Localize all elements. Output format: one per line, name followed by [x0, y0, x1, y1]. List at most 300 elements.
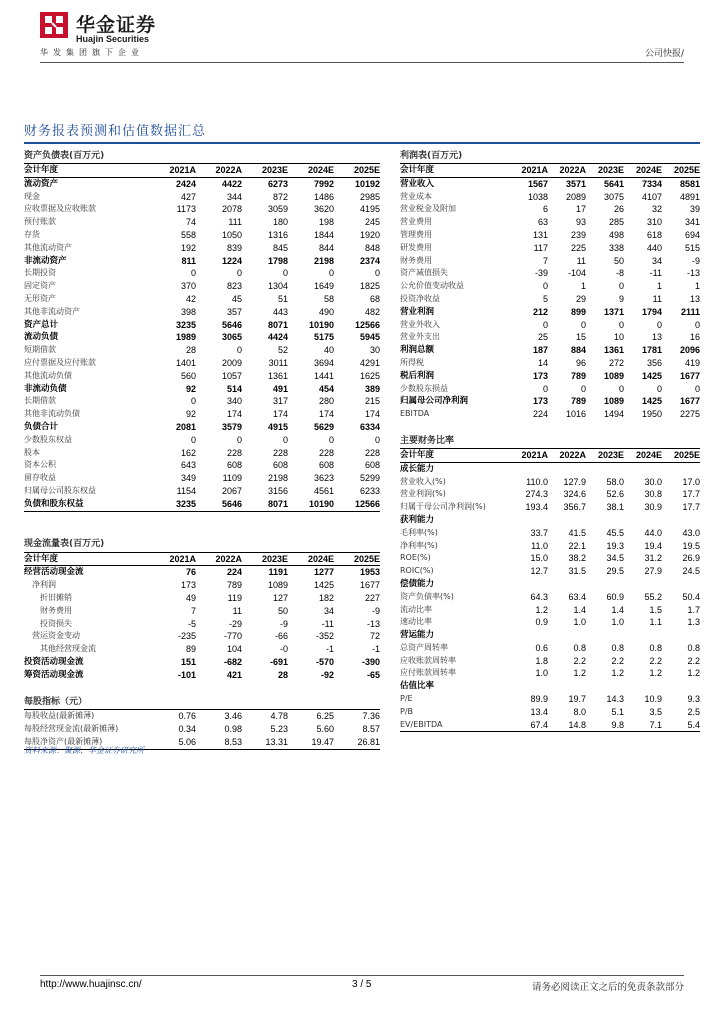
title-blank-cell [662, 149, 700, 164]
balance-sheet-title-text: 资产负债表(百万元) [24, 149, 150, 164]
logo-chinese-name: 华金证券 [76, 14, 157, 36]
row-value: 3235 [150, 498, 196, 511]
row-value: 344 [226, 191, 242, 202]
row-value: 27.9 [644, 566, 662, 577]
year-header-label: 会计年度 [400, 164, 510, 178]
row-value: 93 [575, 217, 586, 228]
row-value: -9 [371, 605, 380, 616]
row-value: 11.0 [531, 540, 548, 551]
row-label: 筹资活动现金流 [24, 669, 84, 680]
row-value [510, 514, 548, 527]
table-row [24, 618, 380, 631]
row-value: 1.7 [687, 604, 700, 615]
table-row [400, 706, 700, 719]
row-value: 6.25 [316, 711, 334, 722]
row-value: 694 [684, 229, 700, 240]
row-value: 228 [226, 447, 242, 458]
row-value: 34.5 [606, 553, 624, 564]
row-value: -29 [228, 618, 242, 629]
row-label: 其他非流动资产 [24, 306, 80, 316]
row-value: 0 [656, 319, 662, 330]
row-value: 28 [185, 345, 196, 356]
row-label: 流动资产 [24, 178, 59, 189]
row-label: 其他流动负债 [24, 370, 72, 380]
table-row [400, 203, 700, 216]
row-value: 845 [272, 242, 288, 253]
row-value: 33.7 [530, 527, 548, 538]
row-value [662, 514, 700, 527]
title-blank-cell [334, 538, 380, 553]
spacer-cell [242, 681, 288, 695]
row-value: 370 [180, 281, 196, 292]
row-value [586, 514, 624, 527]
row-value: 227 [364, 592, 380, 603]
row-value: 1677 [679, 370, 700, 381]
row-value: 5299 [359, 473, 380, 484]
row-label: 营业外收入 [400, 319, 440, 329]
row-value: -1 [371, 644, 380, 655]
row-value: 0 [236, 268, 242, 279]
row-label: 无形资产 [24, 293, 56, 303]
row-value: 3011 [268, 357, 288, 368]
row-label: 固定资产 [24, 281, 56, 291]
table-row [400, 462, 700, 475]
row-label: EBITDA [400, 409, 430, 419]
row-value: 324.6 [563, 489, 586, 500]
row-value: 0.8 [611, 642, 624, 653]
row-value: 1.3 [687, 617, 700, 628]
row-value: 0 [374, 268, 380, 279]
left-financial-tables [24, 149, 380, 750]
row-value: 174 [272, 409, 288, 420]
row-label: 每股经营现金流(最新摊薄) [24, 724, 119, 734]
row-value: -39 [534, 268, 548, 279]
year-header-row [400, 164, 700, 178]
year-header-cell: 2021A [510, 448, 548, 462]
row-value: -11 [321, 618, 334, 629]
row-value: 44.0 [644, 527, 662, 538]
row-value: 2374 [359, 255, 380, 266]
row-value: 1.2 [535, 604, 548, 615]
table-row [24, 498, 380, 511]
row-value: 174 [364, 409, 380, 420]
table-row [24, 710, 380, 723]
table-row [400, 642, 700, 655]
row-value: 0 [282, 268, 288, 279]
row-value: 1920 [359, 229, 380, 240]
row-value: 0.6 [535, 642, 548, 653]
year-header-cell: 2023E [586, 448, 624, 462]
row-value: 2089 [565, 191, 586, 202]
row-value: 884 [570, 345, 586, 356]
row-value: -570 [315, 656, 334, 667]
row-value: 92 [185, 383, 196, 394]
row-label: 负债和股东权益 [24, 498, 150, 511]
row-value: 64.3 [530, 591, 548, 602]
row-label: 留存收益 [24, 473, 56, 483]
row-label: P/B [400, 706, 414, 716]
row-value: 1038 [527, 191, 548, 202]
row-value: 63 [537, 217, 548, 228]
row-value: 3.5 [649, 706, 662, 717]
row-value: 1316 [267, 229, 288, 240]
row-value: 3571 [565, 178, 586, 189]
header-divider [40, 62, 684, 63]
spacer-cell [288, 511, 334, 538]
row-label: 其他经营现金流 [40, 644, 96, 654]
table-row [24, 267, 380, 280]
row-value: 839 [226, 242, 242, 253]
row-value: 1173 [176, 204, 196, 215]
row-value: 643 [180, 460, 196, 471]
row-value: 12566 [334, 498, 380, 511]
row-value: 443 [272, 306, 288, 317]
table-row [24, 485, 380, 498]
row-label: 利润总额 [400, 345, 435, 356]
row-value: -8 [615, 268, 624, 279]
row-label: 营业利润 [400, 306, 435, 317]
row-label: 其他非流动负债 [24, 409, 80, 419]
row-value: 215 [364, 396, 380, 407]
row-value: 349 [180, 473, 196, 484]
row-value: 2198 [267, 473, 288, 484]
row-value [510, 629, 548, 642]
row-value: 63.4 [568, 591, 586, 602]
table-row [24, 643, 380, 656]
footer-url[interactable]: http://www.huajinsc.cn/ [40, 979, 142, 990]
row-value: 274.3 [525, 489, 548, 500]
title-blank-cell [662, 434, 700, 449]
title-blank-cell [196, 538, 242, 553]
table-row [400, 565, 700, 578]
row-value: 19.47 [288, 736, 334, 749]
row-value: 192 [180, 242, 196, 253]
table-row [24, 344, 380, 357]
row-value: 789 [570, 370, 586, 381]
row-label: 净利率(%) [400, 540, 438, 550]
row-value: 10 [613, 332, 624, 343]
cash-flow-title [24, 538, 380, 553]
year-header-cell: 2021A [150, 552, 196, 566]
row-label: 速动比率 [400, 617, 432, 627]
row-value [624, 680, 662, 693]
row-value: 9.8 [586, 719, 624, 732]
row-value: 1425 [641, 396, 662, 407]
row-value: 1.0 [611, 617, 624, 628]
row-value: 3623 [313, 473, 334, 484]
ratios-title [400, 434, 700, 449]
table-row [24, 242, 380, 255]
row-value: 515 [684, 242, 700, 253]
per-share-title [24, 695, 380, 710]
row-value: 2198 [313, 255, 334, 266]
row-label: 毛利率(%) [400, 527, 438, 537]
table-row [400, 177, 700, 190]
row-value: 0.8 [687, 642, 700, 653]
row-value: 514 [226, 383, 242, 394]
row-label: 获利能力 [400, 514, 435, 525]
row-value: 198 [318, 217, 334, 228]
year-header-cell: 2021A [510, 164, 548, 178]
row-value: -13 [366, 618, 380, 629]
table-row [400, 267, 700, 280]
row-value: 338 [608, 242, 624, 253]
cash-flow-title-text: 现金流量表(百万元) [24, 538, 150, 553]
row-value: 12566 [354, 319, 380, 330]
row-value: 1.2 [649, 668, 662, 679]
row-value: 5646 [196, 498, 242, 511]
row-value: 2096 [679, 345, 700, 356]
row-label: 财务费用 [400, 255, 432, 265]
row-value: 1089 [267, 580, 288, 591]
row-label: 营业成本 [400, 191, 432, 201]
data-source-note: 资料来源：聚源、华金证券研究所 [24, 746, 144, 755]
row-value [548, 629, 586, 642]
row-value: 119 [227, 592, 242, 603]
table-row [400, 293, 700, 306]
table-row [24, 229, 380, 242]
row-value: 38.1 [606, 502, 624, 513]
row-value: 2985 [359, 191, 380, 202]
row-value: 1494 [603, 409, 624, 420]
row-value: -691 [269, 656, 288, 667]
row-value: 2078 [221, 204, 242, 215]
row-value: 28 [277, 669, 288, 680]
row-value: 30 [369, 345, 380, 356]
row-value: 34 [323, 605, 334, 616]
row-value: 2424 [175, 178, 196, 189]
page-header [0, 0, 724, 66]
row-label: 资本公积 [24, 460, 56, 470]
row-value: 19.3 [606, 540, 624, 551]
row-label: 营业利润(%) [400, 489, 446, 499]
row-value: 228 [272, 447, 288, 458]
row-label: 所得税 [400, 357, 424, 367]
row-value: 4424 [267, 332, 288, 343]
title-blank-cell [196, 149, 242, 164]
table-row [24, 357, 380, 370]
row-value: 3620 [313, 204, 334, 215]
table-row [400, 604, 700, 617]
table-row [24, 255, 380, 268]
row-value: 872 [272, 191, 288, 202]
row-label: 营业外支出 [400, 332, 440, 342]
row-value: 127 [272, 592, 288, 603]
row-value: 9.3 [687, 694, 700, 705]
row-value: 0.9 [535, 617, 548, 628]
row-value: 7 [542, 255, 548, 266]
row-value: 1050 [221, 229, 242, 240]
row-value: 1.0 [573, 617, 586, 628]
table-row [400, 344, 700, 357]
row-value: 43.0 [682, 527, 700, 538]
table-row [24, 447, 380, 460]
row-value: 7992 [313, 178, 334, 189]
row-value: 11 [652, 293, 662, 304]
logo-tagline: 华发集团旗下企业 [40, 48, 144, 57]
row-value: 4195 [359, 204, 380, 215]
row-value: -66 [274, 631, 288, 642]
row-value: 31.5 [568, 566, 586, 577]
row-value: 13 [651, 332, 662, 343]
row-value: 162 [180, 447, 196, 458]
table-spacer [24, 681, 380, 695]
row-value: 14 [537, 357, 548, 368]
row-value: 811 [181, 255, 196, 266]
title-blank-cell [334, 695, 380, 710]
row-value: 1109 [222, 473, 242, 484]
row-value: 340 [226, 396, 242, 407]
row-label: 应收账款周转率 [400, 655, 456, 665]
row-value: 40 [323, 345, 334, 356]
table-row [400, 616, 700, 629]
row-value: -9 [279, 618, 288, 629]
row-value: 8071 [242, 498, 288, 511]
spacer-cell [334, 681, 380, 695]
footer-disclaimer: 请务必阅读正文之后的免责条款部分 [531, 982, 684, 993]
row-value: 8071 [267, 319, 288, 330]
row-value: 5.60 [316, 724, 334, 735]
spacer-cell [334, 511, 380, 538]
table-row [400, 629, 700, 642]
row-value: 272 [608, 357, 624, 368]
row-value: 1371 [603, 306, 624, 317]
row-value: 17.7 [682, 502, 700, 513]
row-value [624, 462, 662, 475]
row-value: 1.2 [573, 668, 586, 679]
row-value: 245 [364, 217, 380, 228]
year-header-label: 会计年度 [24, 552, 150, 566]
year-header-cell: 2021A [150, 164, 196, 178]
row-value: 58.0 [606, 476, 624, 487]
row-value: 0 [580, 383, 586, 394]
row-label: 资产总计 [24, 319, 59, 330]
table-row [24, 472, 380, 485]
row-value: 0.34 [178, 724, 196, 735]
row-value: -1 [325, 644, 334, 655]
row-label: 投资活动现金流 [24, 656, 84, 667]
row-label: 公允价值变动收益 [400, 281, 464, 291]
row-label: 应付票据及应付账款 [24, 357, 96, 367]
row-value: 30.0 [644, 476, 662, 487]
row-value: 174 [226, 409, 242, 420]
row-value: 52 [277, 345, 288, 356]
row-value: 0 [374, 434, 380, 445]
row-value: 24.5 [682, 566, 700, 577]
row-value: 0 [618, 281, 624, 292]
row-value: 4915 [267, 421, 288, 432]
row-value [510, 578, 548, 591]
row-value: 1989 [175, 332, 196, 343]
row-value: 789 [570, 396, 586, 407]
table-row [400, 280, 700, 293]
row-value: 1677 [679, 396, 700, 407]
row-value: 1089 [603, 370, 624, 381]
row-value: 1567 [527, 178, 548, 189]
row-value: 1.1 [649, 617, 662, 628]
table-row [24, 459, 380, 472]
row-value: 558 [180, 229, 196, 240]
table-row [400, 693, 700, 706]
table-row [24, 280, 380, 293]
row-value: 14.8 [548, 719, 586, 732]
row-label: 偿债能力 [400, 578, 435, 589]
table-row [400, 331, 700, 344]
title-blank-cell [586, 434, 624, 449]
row-value: 357 [226, 306, 242, 317]
row-value: 1361 [267, 370, 288, 381]
spacer-cell [196, 681, 242, 695]
row-value: -390 [361, 656, 380, 667]
year-header-label: 会计年度 [24, 164, 150, 178]
row-value: 1401 [175, 357, 196, 368]
row-value: 11 [576, 255, 586, 266]
spacer-cell [24, 681, 150, 695]
row-value: 50 [613, 255, 624, 266]
row-value [586, 629, 624, 642]
row-value: 3065 [221, 332, 242, 343]
row-label: 税后利润 [400, 370, 435, 381]
row-value: 4891 [679, 191, 700, 202]
row-label: 负债合计 [24, 421, 59, 432]
row-value: 2081 [175, 421, 196, 432]
row-value: 5.1 [611, 706, 624, 717]
row-value [548, 680, 586, 693]
row-value: 1.5 [649, 604, 662, 615]
row-value: 5175 [313, 332, 334, 343]
row-value: 1.4 [611, 604, 624, 615]
row-value: 17.7 [682, 489, 700, 500]
row-value: 2.2 [611, 655, 624, 666]
row-value: 5945 [359, 332, 380, 343]
row-value: 6 [542, 204, 548, 215]
row-value [662, 629, 700, 642]
row-label: 少数股东损益 [400, 383, 448, 393]
row-value: 96 [575, 357, 586, 368]
table-row [400, 408, 700, 421]
table-row [400, 255, 700, 268]
year-header-cell: 2025E [662, 164, 700, 178]
row-value: 398 [180, 306, 196, 317]
row-value: 0 [618, 319, 624, 330]
row-value: 8.0 [573, 706, 586, 717]
row-value: 1794 [641, 306, 662, 317]
title-blank-cell [288, 538, 334, 553]
row-value: 1 [580, 281, 586, 292]
table-row [400, 514, 700, 527]
row-value: 899 [570, 306, 586, 317]
row-value: 0 [580, 319, 586, 330]
row-value: 29.5 [606, 566, 624, 577]
row-value: 389 [364, 383, 380, 394]
table-row [24, 319, 380, 332]
row-label: 成长能力 [400, 463, 435, 474]
row-value: 1.0 [535, 668, 548, 679]
row-value: 1825 [359, 281, 380, 292]
row-value [548, 578, 586, 591]
row-value: 212 [532, 306, 548, 317]
document-type: 公司快报/ [644, 49, 684, 59]
spacer-cell [150, 681, 196, 695]
row-value: 5 [542, 293, 548, 304]
row-label: 归属母公司股东权益 [24, 485, 96, 495]
row-value: 7 [190, 605, 196, 616]
row-value: 0 [190, 396, 196, 407]
table-row [24, 191, 380, 204]
row-value: 608 [318, 460, 334, 471]
row-value: 2275 [679, 409, 700, 420]
row-value: 34 [651, 255, 662, 266]
